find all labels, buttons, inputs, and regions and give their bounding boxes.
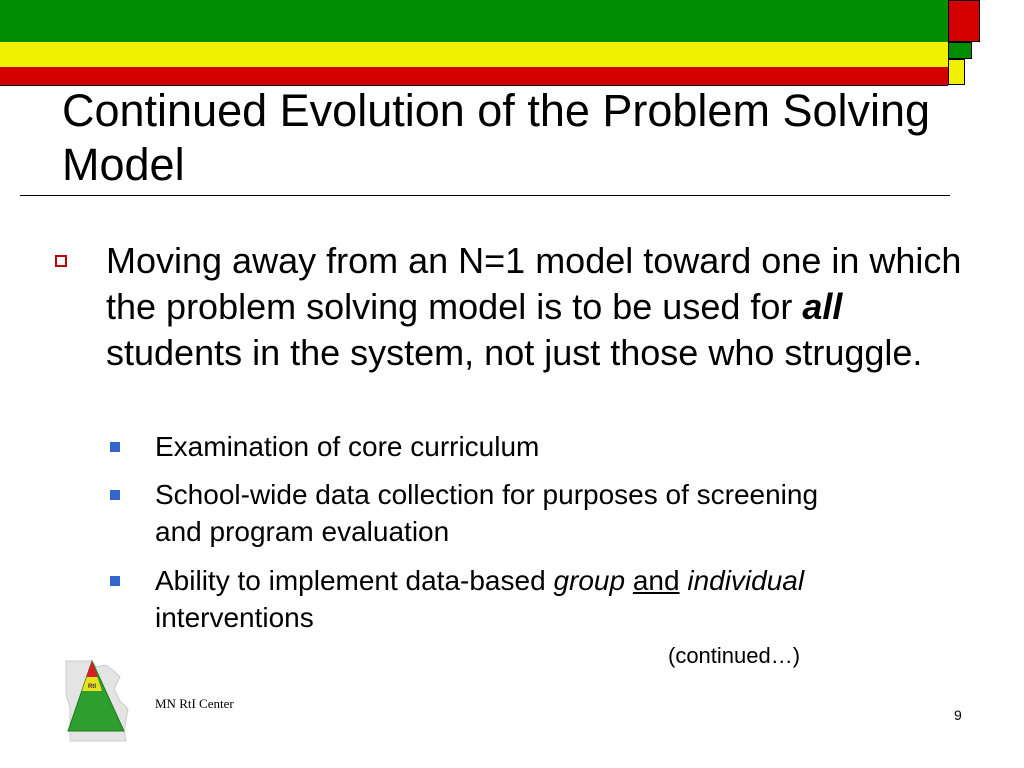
footer-text: MN RtI Center [155, 696, 234, 711]
filled-square-bullet-icon [110, 576, 120, 586]
sub-bullet-part1: Ability to implement data-based [155, 565, 554, 596]
filled-square-bullet-icon [110, 442, 120, 452]
top-bar-green [0, 0, 948, 42]
sub-bullet-text [155, 562, 855, 636]
filled-square-bullet-icon [110, 490, 120, 500]
corner-square-yellow [948, 59, 965, 85]
logo-label: RtI [88, 684, 96, 690]
main-bullet-part2: students in the system, not just those who struggle. [106, 332, 923, 373]
sub-bullet-text: School-wide data collection for purposes of screening and program evaluation [155, 479, 819, 547]
sub-bullet-text: Examination of core curriculum [155, 431, 540, 462]
main-bullet-part1: Moving away from an N=1 model toward one in which the problem solving model is to be used for [106, 240, 962, 327]
main-bullet-text [106, 238, 966, 376]
sub-bullet-underlined-and: and [632, 565, 680, 596]
main-bullet-emphasis: all [802, 286, 843, 327]
hollow-square-bullet-icon [55, 255, 67, 267]
sub-bullet-italic-individual: individual [687, 565, 805, 596]
corner-square-red [948, 0, 980, 42]
sub-bullet-space [625, 565, 633, 596]
top-bar-yellow [0, 42, 948, 67]
sub-bullet-part2: interventions [155, 602, 314, 633]
corner-square-green [948, 42, 972, 59]
page-number: 9 [954, 707, 962, 723]
mn-rti-logo [62, 655, 138, 745]
title-divider [20, 195, 950, 196]
sub-bullet-italic-group: group [553, 565, 626, 596]
continued-note: (continued…) [668, 643, 801, 668]
slide-title: Continued Evolution of the Problem Solving Model [62, 85, 931, 190]
